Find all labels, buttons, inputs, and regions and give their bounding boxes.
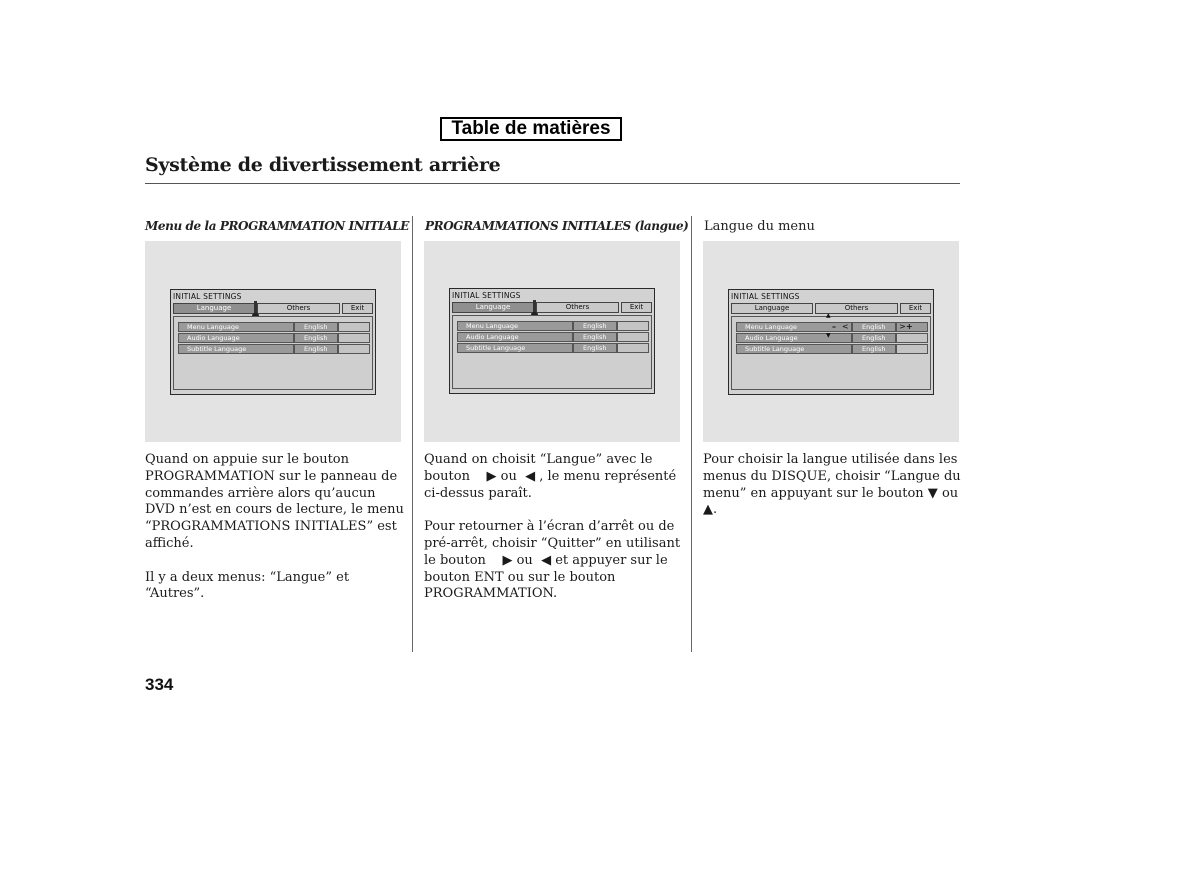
tab-others: Others xyxy=(257,303,340,314)
row-blank xyxy=(338,344,370,354)
row-value: English xyxy=(294,344,338,354)
screenshot-panel xyxy=(145,241,401,442)
row-label: Audio Language xyxy=(736,333,852,343)
left-arrow-icon: ◀ xyxy=(541,552,552,568)
row-blank xyxy=(617,321,649,331)
tab-exit: Exit xyxy=(621,302,652,313)
screen-title: INITIAL SETTINGS xyxy=(731,292,800,301)
row-blank xyxy=(896,344,928,354)
text-run: Quand on choisit “Langue” avec le bouton xyxy=(424,452,653,484)
down-arrow-icon: ▼ xyxy=(826,332,831,339)
tab-others: Others xyxy=(536,302,619,313)
settings-list xyxy=(731,312,931,390)
tab-language: Language xyxy=(731,303,813,314)
row-label: Subtitle Language xyxy=(178,344,294,354)
column-body xyxy=(424,452,686,620)
text-run: ou xyxy=(516,552,533,568)
initial-settings-screen xyxy=(170,289,376,395)
row-label: Menu Language xyxy=(178,322,294,332)
paragraph: Quand on appuie sur le bouton PROGRAMMATION sur le panneau de commandes arrière alors qu’aucun DVD n’est en cours de lecture, le menu “PROGRAMMATIONS INITIALES” est affiché. xyxy=(145,452,404,551)
row-value: English xyxy=(852,333,896,343)
row-label: Menu Language xyxy=(457,321,573,331)
screenshot-panel xyxy=(424,241,680,442)
screen-tabs xyxy=(452,302,652,313)
row-blank xyxy=(338,322,370,332)
text-run: , le menu représenté ci-dessus paraît. xyxy=(424,468,677,501)
text-run: Pour choisir la langue utilisée dans les menus du DISQUE, choisir “Langue du menu” en appuyant sur le bouton xyxy=(703,452,961,501)
column-divider xyxy=(691,216,692,652)
table-of-contents-button[interactable]: Table de matières xyxy=(440,117,622,141)
row-value: English xyxy=(294,322,338,332)
cursor-pointer-icon xyxy=(533,300,536,316)
paragraph xyxy=(424,452,686,502)
tab-exit: Exit xyxy=(342,303,373,314)
row-value: English xyxy=(852,344,896,354)
page-number: 334 xyxy=(145,675,174,694)
settings-row xyxy=(457,332,649,342)
column-body xyxy=(145,452,407,620)
right-chevron-icon: > xyxy=(899,322,906,331)
screen-tabs xyxy=(173,303,373,314)
row-value: English xyxy=(573,332,617,342)
screen-title: INITIAL SETTINGS xyxy=(173,292,242,301)
screen-tabs xyxy=(731,303,931,314)
left-arrow-icon: ◀ xyxy=(525,468,536,484)
column-heading: Langue du menu xyxy=(704,219,815,234)
paragraph xyxy=(424,519,686,603)
settings-row xyxy=(457,343,649,353)
tab-exit: Exit xyxy=(900,303,931,314)
section-title: Système de divertissement arrière xyxy=(145,154,501,176)
row-label: Audio Language xyxy=(178,333,294,343)
row-value: English xyxy=(294,333,338,343)
text-run: ou xyxy=(500,468,517,484)
tab-language: Language xyxy=(452,302,534,313)
settings-row xyxy=(457,321,649,331)
row-blank xyxy=(617,332,649,342)
plus-icon: + xyxy=(906,322,913,331)
row-value: English xyxy=(573,321,617,331)
settings-list xyxy=(173,316,373,390)
row-blank xyxy=(896,333,928,343)
column-divider xyxy=(412,216,413,652)
minus-icon: – xyxy=(832,322,836,331)
screenshot-panel xyxy=(703,241,959,442)
settings-row xyxy=(178,344,370,354)
row-blank xyxy=(617,343,649,353)
down-arrow-icon: ▼ xyxy=(927,485,938,501)
initial-settings-screen xyxy=(728,289,934,395)
settings-row xyxy=(178,322,370,332)
text-run: et appuyer sur le bouton ENT ou sur le bouton PROGRAMMATION. xyxy=(424,552,668,602)
column-heading: PROGRAMMATIONS INITIALES (langue) xyxy=(425,219,689,233)
row-label: Subtitle Language xyxy=(457,343,573,353)
row-blank xyxy=(338,333,370,343)
paragraph xyxy=(703,452,965,519)
text-run: Pour retourner à l’écran d’arrêt ou de pré-arrêt, choisir “Quitter” en utilisant le bouton xyxy=(424,519,681,568)
tab-language: Language xyxy=(173,303,255,314)
row-label: Audio Language xyxy=(457,332,573,342)
paragraph: Il y a deux menus: “Langue” et “Autres”. xyxy=(145,569,350,602)
settings-row xyxy=(736,344,928,354)
column-body xyxy=(703,452,965,536)
row-label: Menu Language xyxy=(736,322,852,332)
cursor-pointer-icon xyxy=(254,301,257,317)
row-value: English xyxy=(852,322,896,332)
screen-title: INITIAL SETTINGS xyxy=(452,291,521,300)
left-chevron-icon: < xyxy=(842,322,849,331)
tab-others: Others xyxy=(815,303,898,314)
initial-settings-screen xyxy=(449,288,655,394)
right-arrow-icon: ▶ xyxy=(486,468,497,484)
right-arrow-icon: ▶ xyxy=(502,552,513,568)
column-heading: Menu de la PROGRAMMATION INITIALE xyxy=(145,219,410,233)
text-run: ou xyxy=(941,485,959,501)
row-label: Subtitle Language xyxy=(736,344,852,354)
settings-row xyxy=(736,333,928,343)
up-arrow-icon: ▲ xyxy=(703,502,713,518)
up-arrow-icon: ▲ xyxy=(826,312,831,319)
header-rule xyxy=(145,183,960,184)
settings-row xyxy=(178,333,370,343)
settings-list xyxy=(452,315,652,389)
row-value: English xyxy=(573,343,617,353)
text-run: . xyxy=(713,502,718,518)
